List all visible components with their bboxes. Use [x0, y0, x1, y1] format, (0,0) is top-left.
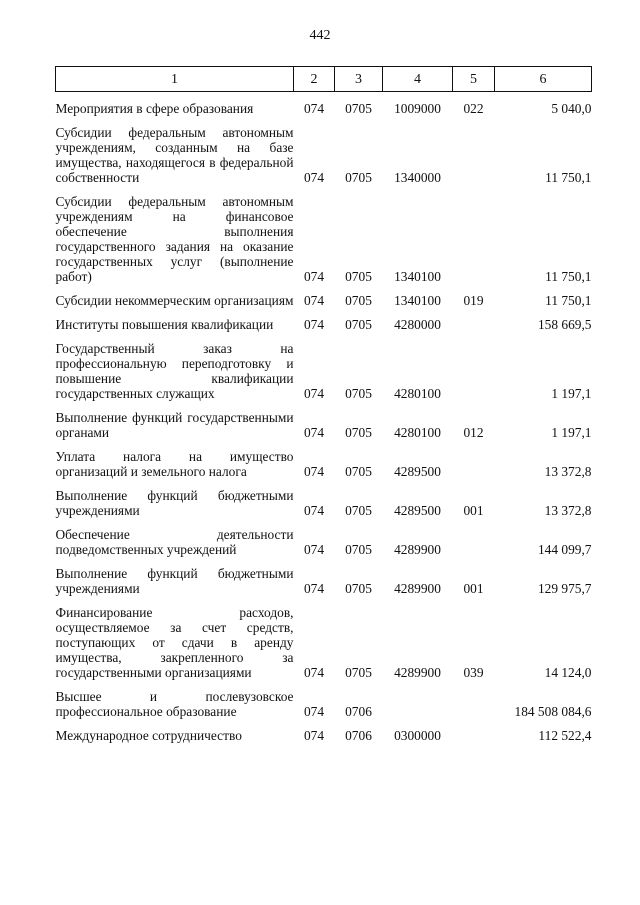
- budget-table: [55, 66, 592, 752]
- row-ministry-code: 074: [303, 425, 325, 440]
- row-name: Высшее и послевузовское профессиональное образование: [55, 689, 294, 719]
- row-amount: 11 750,1: [545, 170, 592, 185]
- row-expense-type-code: [453, 125, 495, 194]
- row-target-code: 4289500: [394, 503, 441, 518]
- row-target-code: 1340100: [394, 293, 441, 308]
- table-row: [56, 293, 592, 317]
- row-section-code: 0706: [345, 704, 372, 719]
- table-row: [56, 341, 592, 410]
- row-amount: 158 669,5: [537, 317, 592, 332]
- row-expense-type-code: 019: [463, 293, 484, 308]
- row-name: Мероприятия в сфере образования: [55, 101, 254, 116]
- row-target-code: [383, 689, 453, 728]
- row-section-code: 0705: [345, 665, 372, 680]
- row-section-code: 0705: [345, 317, 372, 332]
- row-amount: 144 099,7: [537, 542, 592, 557]
- row-expense-type-code: [453, 341, 495, 410]
- row-expense-type-code: [453, 527, 495, 566]
- row-expense-type-code: [453, 689, 495, 728]
- row-section-code: 0705: [345, 170, 372, 185]
- row-target-code: 1340000: [394, 170, 441, 185]
- header-col-6: 6: [495, 67, 592, 92]
- row-name: Финансирование расходов, осуществляемое за счет средств, поступающих от сдачи в аренду имущества, закрепленного за государственными организациями: [55, 605, 294, 680]
- row-ministry-code: 074: [303, 269, 325, 284]
- row-target-code: 4280100: [394, 425, 441, 440]
- row-expense-type-code: 001: [463, 503, 484, 518]
- row-amount: 5 040,0: [551, 101, 592, 116]
- row-section-code: 0705: [345, 503, 372, 518]
- row-ministry-code: 074: [303, 317, 325, 332]
- table-body: [56, 92, 592, 753]
- row-ministry-code: 074: [303, 386, 325, 401]
- table-row: [56, 728, 592, 752]
- table-row: [56, 566, 592, 605]
- row-ministry-code: 074: [303, 503, 325, 518]
- row-ministry-code: 074: [303, 101, 325, 116]
- header-col-1: 1: [56, 67, 294, 92]
- row-ministry-code: 074: [303, 728, 325, 743]
- row-amount: 13 372,8: [544, 503, 592, 518]
- row-ministry-code: 074: [303, 581, 325, 596]
- row-target-code: 0300000: [394, 728, 441, 743]
- row-ministry-code: 074: [303, 293, 325, 308]
- row-expense-type-code: [453, 728, 495, 752]
- row-name: Выполнение функций государственными органами: [55, 410, 294, 440]
- row-name: Уплата налога на имущество организаций и земельного налога: [55, 449, 294, 479]
- table-row: [56, 194, 592, 293]
- row-name: Международное сотрудничество: [55, 728, 242, 743]
- row-expense-type-code: [453, 317, 495, 341]
- row-name: Институты повышения квалификации: [55, 317, 274, 332]
- header-col-5: 5: [453, 67, 495, 92]
- row-amount: 1 197,1: [551, 425, 592, 440]
- row-amount: 11 750,1: [545, 269, 592, 284]
- row-section-code: 0705: [345, 581, 372, 596]
- row-ministry-code: 074: [303, 704, 325, 719]
- row-section-code: 0705: [345, 425, 372, 440]
- table-row: [56, 488, 592, 527]
- row-name: Субсидии федеральным автономным учреждениям, созданным на базе имущества, находящегося в федеральной собственности: [55, 125, 294, 185]
- row-section-code: 0705: [345, 464, 372, 479]
- row-target-code: 4280000: [394, 317, 441, 332]
- row-expense-type-code: 039: [463, 665, 484, 680]
- row-ministry-code: 074: [303, 170, 325, 185]
- row-amount: 1 197,1: [551, 386, 592, 401]
- row-expense-type-code: 022: [463, 101, 484, 116]
- header-col-4: 4: [383, 67, 453, 92]
- row-name: Выполнение функций бюджетными учреждениями: [55, 488, 294, 518]
- table-row: [56, 125, 592, 194]
- row-target-code: 1009000: [394, 101, 441, 116]
- row-amount: 13 372,8: [544, 464, 592, 479]
- row-target-code: 4289900: [394, 542, 441, 557]
- row-ministry-code: 074: [303, 464, 325, 479]
- header-row: [56, 67, 592, 92]
- row-target-code: 4289900: [394, 665, 441, 680]
- row-amount: 184 508 084,6: [514, 704, 592, 719]
- row-name: Выполнение функций бюджетными учреждениями: [55, 566, 294, 596]
- table-row: [56, 605, 592, 689]
- table-row: [56, 449, 592, 488]
- spacer-row: [56, 92, 592, 102]
- table-row: [56, 101, 592, 125]
- row-section-code: 0706: [345, 728, 372, 743]
- row-section-code: 0705: [345, 269, 372, 284]
- header-col-2: 2: [294, 67, 335, 92]
- row-target-code: 1340100: [394, 269, 441, 284]
- row-target-code: 4289500: [394, 464, 441, 479]
- table-row: [56, 317, 592, 341]
- row-ministry-code: 074: [303, 542, 325, 557]
- table-row: [56, 689, 592, 728]
- page-number: 442: [309, 28, 331, 43]
- row-expense-type-code: 001: [463, 581, 484, 596]
- row-name: Государственный заказ на профессиональную переподготовку и повышение квалификации государственных служащих: [55, 341, 294, 401]
- row-amount: 112 522,4: [538, 728, 592, 743]
- row-ministry-code: 074: [303, 665, 325, 680]
- row-amount: 11 750,1: [545, 293, 592, 308]
- row-expense-type-code: [453, 449, 495, 488]
- row-name: Обеспечение деятельности подведомственных учреждений: [55, 527, 294, 557]
- row-expense-type-code: [453, 194, 495, 293]
- row-target-code: 4289900: [394, 581, 441, 596]
- header-col-3: 3: [335, 67, 383, 92]
- row-section-code: 0705: [345, 293, 372, 308]
- row-section-code: 0705: [345, 386, 372, 401]
- row-target-code: 4280100: [394, 386, 441, 401]
- row-name: Субсидии некоммерческим организациям: [55, 293, 294, 308]
- row-section-code: 0705: [345, 542, 372, 557]
- row-amount: 14 124,0: [544, 665, 592, 680]
- table-row: [56, 527, 592, 566]
- row-amount: 129 975,7: [537, 581, 592, 596]
- row-name: Субсидии федеральным автономным учреждениям на финансовое обеспечение выполнения государственного задания на оказание государственных услуг (выполнение работ): [55, 194, 294, 284]
- row-expense-type-code: 012: [463, 425, 484, 440]
- table-row: [56, 410, 592, 449]
- row-section-code: 0705: [345, 101, 372, 116]
